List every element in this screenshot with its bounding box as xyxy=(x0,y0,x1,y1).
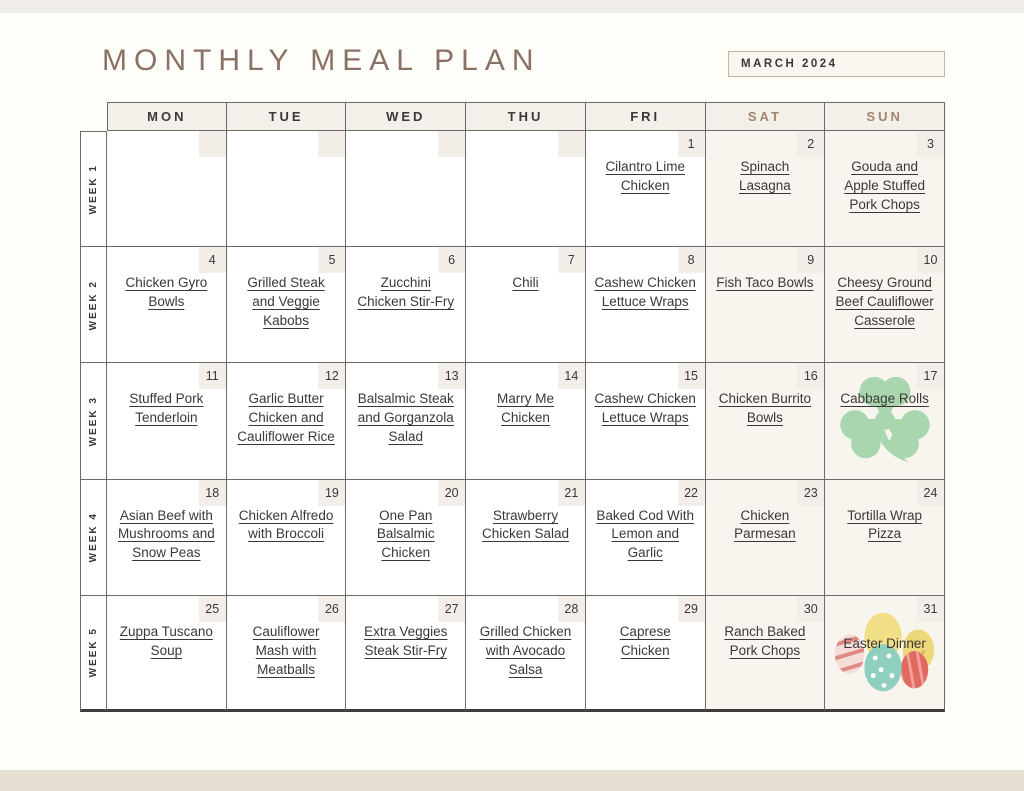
day-cell xyxy=(227,596,347,712)
day-cell xyxy=(107,596,227,712)
day-cell xyxy=(227,247,347,363)
meal-link[interactable]: Fish Taco Bowls xyxy=(716,275,814,291)
meal-link[interactable]: Caprese Chicken xyxy=(619,623,671,658)
week-label-5: WEEK 5 xyxy=(80,596,107,712)
meal-link[interactable]: Grilled Steak and Veggie Kabobs xyxy=(247,275,325,328)
day-cell xyxy=(107,480,227,596)
day-cell-st-patricks xyxy=(825,363,945,479)
day-cell xyxy=(825,247,945,363)
week-label-2: WEEK 2 xyxy=(80,247,107,363)
date-badge: 31 xyxy=(917,596,944,622)
month-label: MARCH 2024 xyxy=(741,58,838,70)
date-badge: 18 xyxy=(199,480,226,506)
date-badge: 8 xyxy=(678,247,705,273)
date-badge: 26 xyxy=(318,596,345,622)
day-cell xyxy=(825,480,945,596)
day-cell xyxy=(466,131,586,247)
day-cell xyxy=(107,363,227,479)
day-cell xyxy=(706,363,826,479)
meal-link[interactable]: Cashew Chicken Lettuce Wraps xyxy=(594,275,696,310)
easter-dinner-label: Easter Dinner xyxy=(843,635,926,651)
meal-link[interactable]: Chicken Burrito Bowls xyxy=(718,391,812,426)
day-header-tue: TUE xyxy=(227,102,347,131)
date-badge: 19 xyxy=(318,480,345,506)
date-badge: 21 xyxy=(558,480,585,506)
date-badge: 20 xyxy=(438,480,465,506)
meal-link[interactable]: Cauliflower Mash with Meatballs xyxy=(252,623,320,677)
day-cell xyxy=(586,480,706,596)
day-cell xyxy=(586,131,706,247)
date-badge: 17 xyxy=(917,363,944,389)
meal-link[interactable]: Stuffed Pork Tenderloin xyxy=(129,391,204,426)
date-badge: 16 xyxy=(797,363,824,389)
meal-link[interactable]: Marry Me Chicken xyxy=(496,391,554,426)
day-cell xyxy=(346,596,466,712)
meal-link[interactable]: Strawberry Chicken Salad xyxy=(481,507,570,542)
day-cell xyxy=(107,247,227,363)
day-cell xyxy=(107,131,227,247)
date-badge: 23 xyxy=(797,480,824,506)
day-cell xyxy=(227,131,347,247)
date-badge xyxy=(318,131,345,157)
date-badge: 4 xyxy=(199,247,226,273)
day-cell xyxy=(227,363,347,479)
meal-link[interactable]: One Pan Balsalmic Chicken xyxy=(376,507,435,561)
day-cell xyxy=(586,247,706,363)
day-cell xyxy=(227,480,347,596)
date-badge xyxy=(438,131,465,157)
date-badge: 25 xyxy=(199,596,226,622)
date-badge xyxy=(558,131,585,157)
day-cell xyxy=(466,363,586,479)
date-badge: 13 xyxy=(438,363,465,389)
meal-link[interactable]: Gouda and Apple Stuffed Pork Chops xyxy=(844,159,926,212)
meal-link[interactable]: Zucchini Chicken Stir-Fry xyxy=(357,275,455,310)
date-badge: 15 xyxy=(678,363,705,389)
meal-link[interactable]: Chicken Parmesan xyxy=(734,507,796,542)
date-badge: 1 xyxy=(678,131,705,157)
date-badge: 7 xyxy=(558,247,585,273)
day-cell xyxy=(346,363,466,479)
page-title: MONTHLY MEAL PLAN xyxy=(102,44,541,77)
day-header-mon: MON xyxy=(107,102,227,131)
calendar-corner-spacer xyxy=(80,102,107,131)
day-header-fri: FRI xyxy=(586,102,706,131)
date-badge: 10 xyxy=(917,247,944,273)
meal-link[interactable]: Garlic Butter Chicken and Cauliflower Rice xyxy=(237,391,335,445)
meal-link[interactable]: Cashew Chicken Lettuce Wraps xyxy=(594,391,696,426)
meal-link[interactable]: Cilantro Lime Chicken xyxy=(605,159,685,193)
date-badge: 24 xyxy=(917,480,944,506)
meal-link[interactable]: Grilled Chicken with Avocado Salsa xyxy=(479,623,572,677)
week-label-1: WEEK 1 xyxy=(80,131,107,247)
meal-link[interactable]: Ranch Baked Pork Chops xyxy=(724,623,806,658)
week-label-3: WEEK 3 xyxy=(80,363,107,479)
meal-link[interactable]: Chicken Gyro Bowls xyxy=(125,275,208,310)
day-cell xyxy=(346,480,466,596)
date-badge: 12 xyxy=(318,363,345,389)
month-label-box xyxy=(728,51,945,77)
bottom-accent-bar xyxy=(0,770,1024,791)
meal-link[interactable]: Cabbage Rolls xyxy=(840,391,929,407)
day-header-sun: SUN xyxy=(825,102,945,131)
day-cell xyxy=(706,131,826,247)
day-cell xyxy=(466,247,586,363)
day-cell xyxy=(586,596,706,712)
meal-link[interactable]: Extra Veggies Steak Stir-Fry xyxy=(364,623,448,658)
day-cell xyxy=(346,131,466,247)
top-accent-bar xyxy=(0,0,1024,13)
date-badge: 11 xyxy=(199,363,226,389)
day-cell xyxy=(706,596,826,712)
meal-link[interactable]: Cheesy Ground Beef Cauliflower Casserole xyxy=(835,275,934,328)
date-badge: 5 xyxy=(318,247,345,273)
meal-link[interactable]: Spinach Lasagna xyxy=(739,159,791,193)
date-badge: 22 xyxy=(678,480,705,506)
day-header-sat: SAT xyxy=(706,102,826,131)
meal-link[interactable]: Chili xyxy=(512,275,539,291)
date-badge: 30 xyxy=(797,596,824,622)
meal-link[interactable]: Baked Cod With Lemon and Garlic xyxy=(596,507,694,561)
date-badge: 9 xyxy=(797,247,824,273)
meal-link[interactable]: Tortilla Wrap Pizza xyxy=(847,507,923,542)
day-cell xyxy=(586,363,706,479)
day-header-thu: THU xyxy=(466,102,586,131)
day-cell xyxy=(706,247,826,363)
meal-link[interactable]: Zuppa Tuscano Soup xyxy=(119,623,213,658)
meal-link[interactable]: Balsalmic Steak and Gorganzola Salad xyxy=(357,391,454,445)
day-cell xyxy=(466,480,586,596)
week-label-4: WEEK 4 xyxy=(80,480,107,596)
day-header-wed: WED xyxy=(346,102,466,131)
day-cell xyxy=(466,596,586,712)
date-badge: 3 xyxy=(917,131,944,157)
date-badge: 28 xyxy=(558,596,585,622)
date-badge: 6 xyxy=(438,247,465,273)
day-cell xyxy=(346,247,466,363)
day-cell xyxy=(825,131,945,247)
date-badge: 14 xyxy=(558,363,585,389)
date-badge: 29 xyxy=(678,596,705,622)
day-cell-easter xyxy=(825,596,945,712)
date-badge: 2 xyxy=(797,131,824,157)
meal-link[interactable]: Asian Beef with Mushrooms and Snow Peas xyxy=(117,507,215,561)
date-badge: 27 xyxy=(438,596,465,622)
meal-link[interactable]: Chicken Alfredo with Broccoli xyxy=(238,507,334,542)
date-badge xyxy=(199,131,226,157)
day-cell xyxy=(706,480,826,596)
meal-plan-calendar xyxy=(80,102,945,712)
